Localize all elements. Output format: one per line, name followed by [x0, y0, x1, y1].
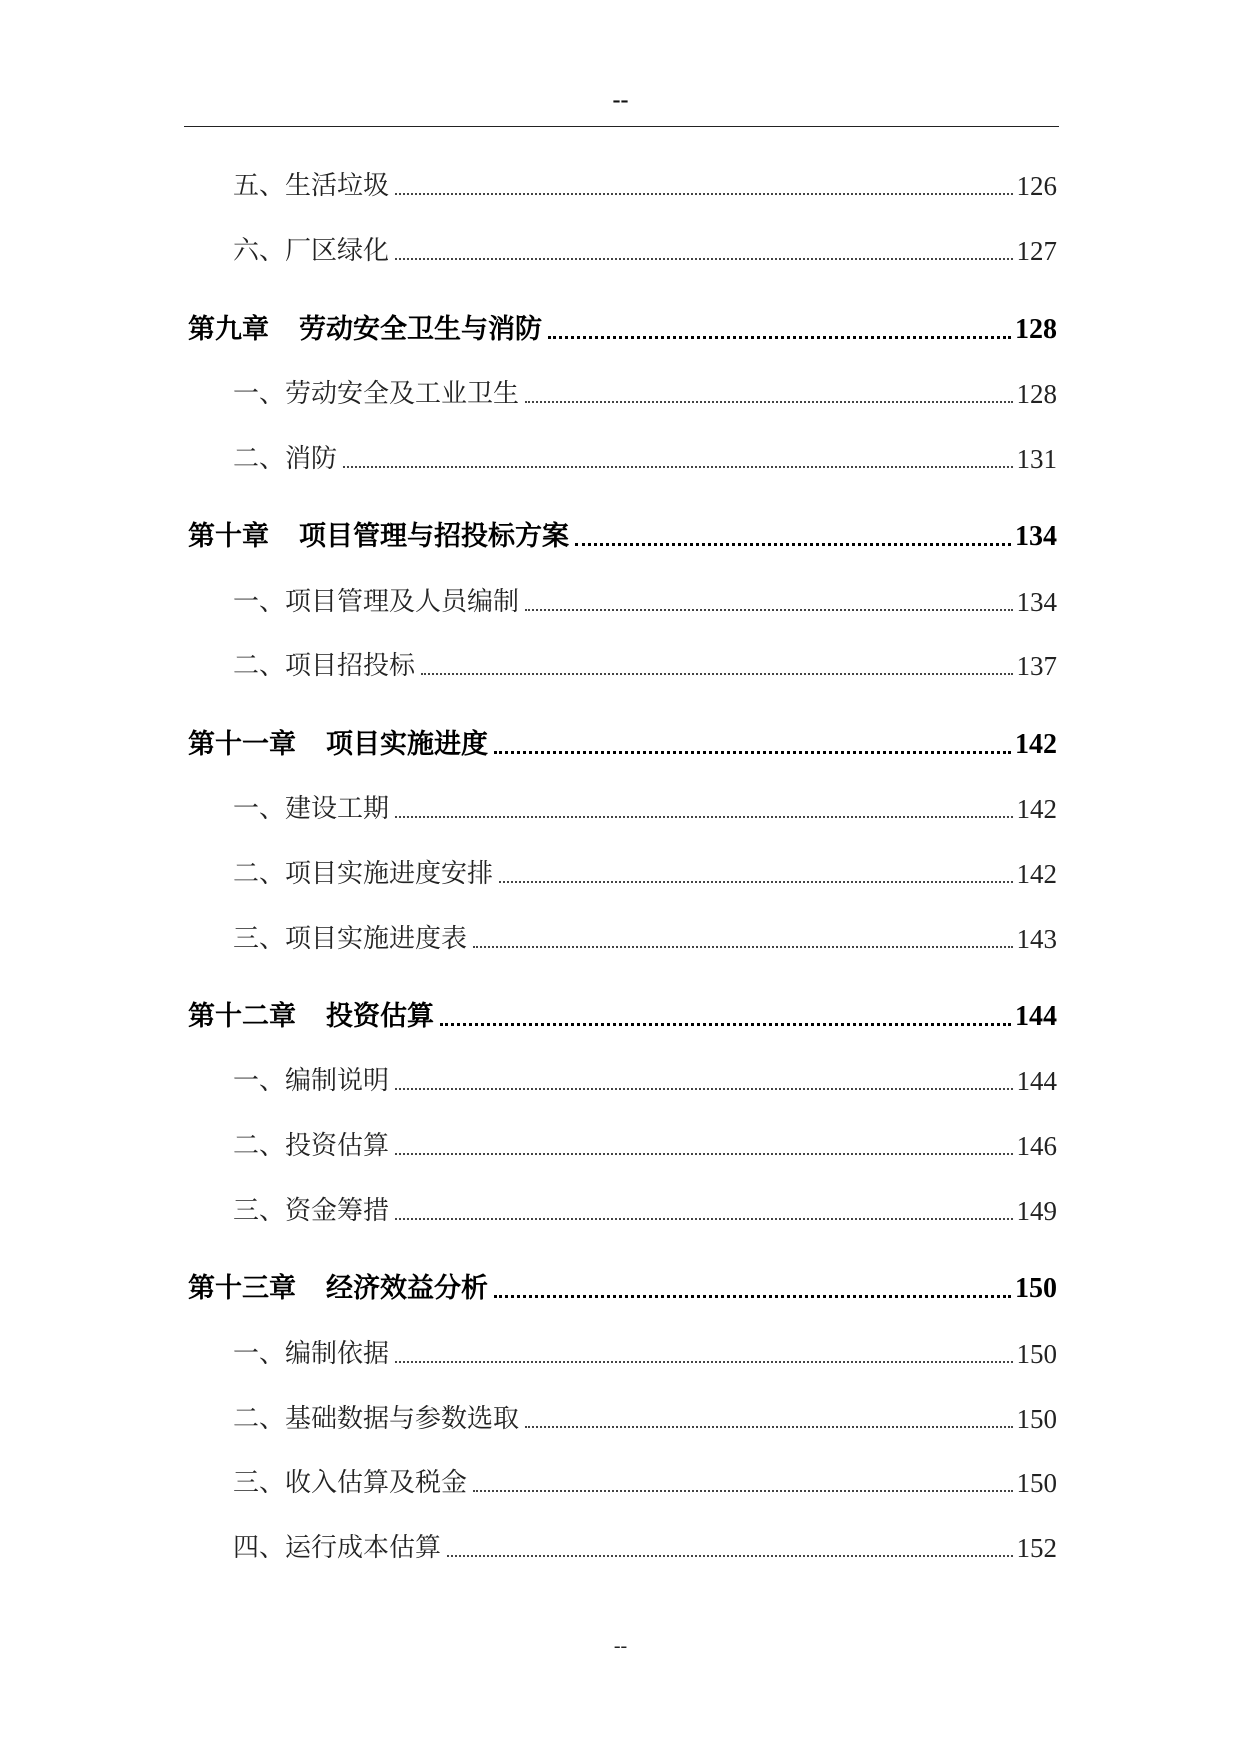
toc-page-number: 144	[1016, 1066, 1057, 1096]
toc-entry-title: 三、项目实施进度表	[233, 924, 468, 954]
toc-entry-title: 二、项目招投标	[233, 651, 416, 681]
toc-entry-title: 五、生活垃圾	[233, 171, 390, 201]
toc-page-number: 142	[1015, 729, 1057, 760]
toc-entry-title: 一、项目管理及人员编制	[233, 587, 520, 617]
toc-dot-leader	[395, 1218, 1012, 1220]
header-divider	[184, 126, 1059, 127]
toc-dot-leader	[395, 816, 1012, 818]
toc-chapter-name: 经济效益分析	[326, 1273, 488, 1304]
toc-dot-leader	[525, 609, 1012, 611]
toc-entry[interactable]	[233, 1396, 1057, 1436]
toc-chapter-entry[interactable]	[188, 994, 1057, 1034]
toc-entry-title: 二、消防	[233, 444, 338, 474]
toc-page-number: 149	[1016, 1196, 1057, 1226]
toc-page-number: 146	[1016, 1131, 1057, 1161]
toc-page-number: 150	[1016, 1339, 1057, 1369]
toc-page-number: 142	[1016, 794, 1057, 824]
toc-dot-leader	[421, 673, 1012, 675]
toc-dot-leader	[395, 1153, 1012, 1155]
toc-chapter-number: 第九章	[188, 314, 269, 345]
toc-chapter-number: 第十一章	[188, 729, 296, 760]
toc-dot-leader	[525, 1426, 1012, 1428]
toc-dot-leader	[473, 946, 1012, 948]
toc-chapter-title	[188, 520, 569, 554]
toc-page-number: 134	[1015, 521, 1057, 552]
toc-entry[interactable]	[233, 1123, 1057, 1163]
toc-entry[interactable]	[233, 1058, 1057, 1098]
toc-dot-leader	[395, 258, 1012, 260]
toc-dot-leader	[575, 543, 1011, 546]
toc-entry[interactable]	[233, 436, 1057, 476]
toc-page-number: 134	[1016, 587, 1057, 617]
toc-entry[interactable]	[233, 228, 1057, 268]
toc-page-number: 128	[1015, 314, 1057, 345]
toc-chapter-number: 第十二章	[188, 1001, 296, 1032]
toc-dot-leader	[395, 1361, 1012, 1363]
toc-dot-leader	[440, 1023, 1011, 1026]
toc-chapter-name: 劳动安全卫生与消防	[299, 314, 542, 345]
toc-entry-title: 三、资金筹措	[233, 1196, 390, 1226]
toc-entry[interactable]	[233, 1331, 1057, 1371]
toc-page-number: 150	[1015, 1273, 1057, 1304]
toc-chapter-number: 第十章	[188, 521, 269, 552]
toc-entry[interactable]	[233, 1460, 1057, 1500]
toc-entry[interactable]	[233, 579, 1057, 619]
toc-dot-leader	[499, 881, 1012, 883]
toc-entry[interactable]	[233, 163, 1057, 203]
toc-chapter-entry[interactable]	[188, 307, 1057, 347]
toc-page-number: 152	[1016, 1533, 1057, 1563]
toc-dot-leader	[447, 1555, 1012, 1557]
page-footer-mark: --	[613, 1635, 628, 1657]
toc-chapter-title	[188, 728, 488, 762]
toc-entry-title: 三、收入估算及税金	[233, 1468, 468, 1498]
toc-page-number: 143	[1016, 924, 1057, 954]
toc-chapter-entry[interactable]	[188, 1266, 1057, 1306]
toc-page-number: 142	[1016, 859, 1057, 889]
toc-entry[interactable]	[233, 371, 1057, 411]
toc-page-number: 127	[1016, 236, 1057, 266]
toc-entry[interactable]	[233, 1188, 1057, 1228]
toc-chapter-name: 项目实施进度	[326, 729, 488, 760]
page-header-mark: --	[612, 87, 629, 113]
toc-chapter-entry[interactable]	[188, 514, 1057, 554]
toc-entry-title: 一、劳动安全及工业卫生	[233, 379, 520, 409]
toc-chapter-name: 项目管理与招投标方案	[299, 521, 569, 552]
toc-chapter-name: 投资估算	[326, 1001, 434, 1032]
toc-entry-title: 一、编制依据	[233, 1339, 390, 1369]
toc-dot-leader	[395, 193, 1012, 195]
toc-entry-title: 四、运行成本估算	[233, 1533, 442, 1563]
toc-entry-title: 二、基础数据与参数选取	[233, 1404, 520, 1434]
toc-dot-leader	[343, 466, 1012, 468]
toc-page-number: 144	[1015, 1001, 1057, 1032]
toc-page-number: 128	[1016, 379, 1057, 409]
toc-entry-title: 六、厂区绿化	[233, 236, 390, 266]
toc-page-number: 150	[1016, 1404, 1057, 1434]
toc-entry[interactable]	[233, 851, 1057, 891]
toc-chapter-entry[interactable]	[188, 722, 1057, 762]
toc-entry-title: 一、建设工期	[233, 794, 390, 824]
toc-entry[interactable]	[233, 1525, 1057, 1565]
toc-chapter-title	[188, 1000, 434, 1034]
toc-chapter-number: 第十三章	[188, 1273, 296, 1304]
toc-page-number: 131	[1016, 444, 1057, 474]
toc-entry[interactable]	[233, 916, 1057, 956]
toc-dot-leader	[494, 751, 1011, 754]
toc-entry[interactable]	[233, 786, 1057, 826]
toc-dot-leader	[525, 401, 1012, 403]
toc-dot-leader	[494, 1295, 1011, 1298]
toc-dot-leader	[473, 1490, 1012, 1492]
toc-dot-leader	[548, 336, 1011, 339]
toc-chapter-title	[188, 1272, 488, 1306]
toc-page-number: 137	[1016, 651, 1057, 681]
toc-dot-leader	[395, 1088, 1012, 1090]
toc-entry-title: 二、投资估算	[233, 1131, 390, 1161]
toc-page-number: 126	[1016, 171, 1057, 201]
toc-page-number: 150	[1016, 1468, 1057, 1498]
toc-entry-title: 二、项目实施进度安排	[233, 859, 494, 889]
toc-entry-title: 一、编制说明	[233, 1066, 390, 1096]
toc-entry[interactable]	[233, 643, 1057, 683]
toc-chapter-title	[188, 313, 542, 347]
